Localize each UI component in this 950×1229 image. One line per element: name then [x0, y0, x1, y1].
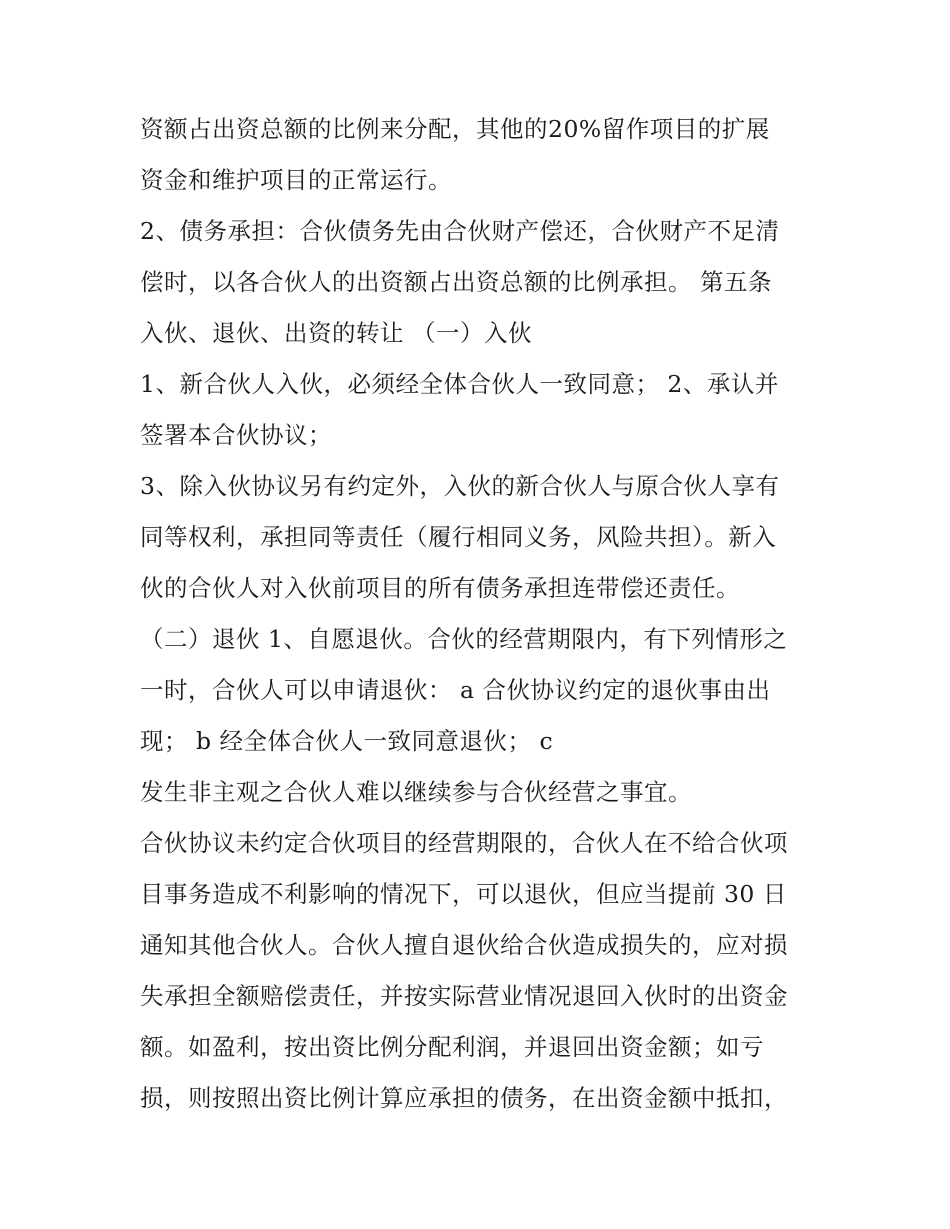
text-line: 损，则按照出资比例计算应承担的债务，在出资金额中抵扣，: [140, 1084, 788, 1112]
text-line: 资金和维护项目的正常运行。: [140, 166, 452, 194]
text-line: 入伙、退伙、出资的转让 （一）入伙: [140, 319, 532, 347]
text-line: 失承担全额赔偿责任，并按实际营业情况退回入伙时的出资金: [140, 982, 788, 1010]
text-line: 同等权利，承担同等责任（履行相同义务，风险共担）。新入: [140, 523, 777, 551]
text-line: 3、除入伙协议另有约定外，入伙的新合伙人与原合伙人享有: [140, 472, 780, 500]
text-line: 资额占出资总额的比例来分配，其他的20%留作项目的扩展: [140, 115, 770, 143]
text-line: （二）退伙 1、自愿退伙。合伙的经营期限内，有下列情形之: [140, 625, 788, 653]
text-line: 目事务造成不利影响的情况下，可以退伙，但应当提前 30 日: [140, 880, 787, 908]
text-line: 合伙协议未约定合伙项目的经营期限的，合伙人在不给合伙项: [140, 829, 788, 857]
text-line: 1、新合伙人入伙，必须经全体合伙人一致同意； 2、承认并: [140, 370, 779, 398]
text-line: 发生非主观之合伙人难以继续参与合伙经营之事宜。: [140, 778, 692, 806]
text-line: 通知其他合伙人。合伙人擅自退伙给合伙造成损失的，应对损: [140, 931, 788, 959]
text-line: 现； b 经全体合伙人一致同意退伙； c: [140, 727, 554, 755]
document-body: [140, 104, 820, 1124]
text-line: 偿时，以各合伙人的出资额占出资总额的比例承担。 第五条: [140, 268, 772, 296]
text-line: 额。如盈利，按出资比例分配利润，并退回出资金额；如亏: [140, 1033, 764, 1061]
text-line: 签署本合伙协议；: [140, 421, 332, 449]
text-line: 伙的合伙人对入伙前项目的所有债务承担连带偿还责任。: [140, 574, 740, 602]
text-line: 2、债务承担：合伙债务先由合伙财产偿还，合伙财产不足清: [140, 217, 780, 245]
text-line: 一时，合伙人可以申请退伙： a 合伙协议约定的退伙事由出: [140, 676, 771, 704]
